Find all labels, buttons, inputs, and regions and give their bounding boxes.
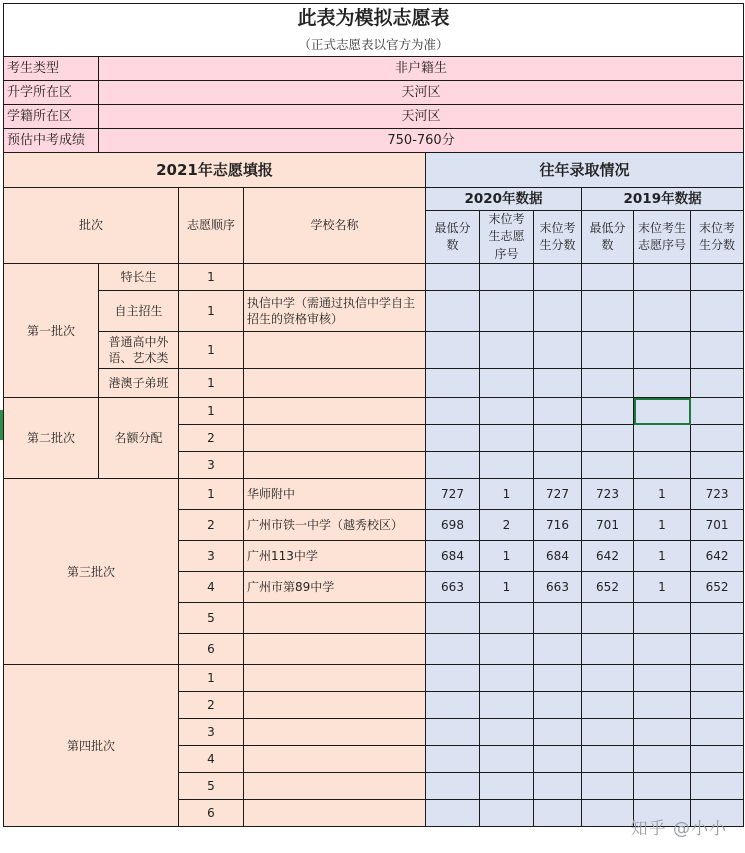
data-cell[interactable] [480,692,534,719]
order-cell: 6 [179,634,244,665]
data-cell[interactable] [634,665,691,692]
info-label: 预估中考成绩 [4,129,99,153]
order-cell: 1 [179,264,244,291]
data-cell[interactable] [691,452,744,479]
min-score-2019[interactable]: 652 [582,572,634,603]
school-cell[interactable] [244,773,426,800]
last-rank-2020[interactable]: 2 [480,510,534,541]
last-rank-2020[interactable]: 1 [480,572,534,603]
school-cell[interactable]: 广州市第89中学 [244,572,426,603]
school-cell[interactable] [244,665,426,692]
sub-batch-label: 普通高中外语、艺术类 [99,332,179,369]
col-last-rank: 末位考生志愿序号 [480,211,534,264]
data-cell[interactable] [534,369,582,398]
order-cell: 6 [179,800,244,827]
data-cell[interactable] [582,369,634,398]
school-cell[interactable] [244,603,426,634]
data-cell[interactable] [582,603,634,634]
min-score-2019[interactable]: 642 [582,541,634,572]
order-cell: 1 [179,369,244,398]
data-cell[interactable] [582,773,634,800]
data-cell[interactable] [480,719,534,746]
batch-third: 第三批次 [4,479,179,665]
data-cell[interactable] [426,452,480,479]
data-cell[interactable] [634,425,691,452]
school-cell[interactable] [244,369,426,398]
last-score-2020[interactable]: 716 [534,510,582,541]
data-cell[interactable] [582,800,634,827]
data-cell[interactable] [534,398,582,425]
data-cell[interactable] [480,603,534,634]
min-score-2020[interactable]: 684 [426,541,480,572]
min-score-2020[interactable]: 663 [426,572,480,603]
school-cell[interactable] [244,332,426,369]
data-cell[interactable] [582,719,634,746]
data-cell[interactable] [426,603,480,634]
col-last-score: 末位考生分数 [691,211,744,264]
data-cell[interactable] [480,264,534,291]
order-cell: 2 [179,425,244,452]
data-cell[interactable] [691,425,744,452]
min-score-2020[interactable]: 727 [426,479,480,510]
order-cell: 3 [179,541,244,572]
school-cell[interactable] [244,719,426,746]
data-cell[interactable] [582,692,634,719]
col-last-rank: 末位考生志愿序号 [634,211,691,264]
school-cell[interactable]: 广州市铁一中学（越秀校区） [244,510,426,541]
info-value[interactable]: 非户籍生 [99,57,744,81]
data-cell[interactable] [426,369,480,398]
data-cell[interactable] [691,332,744,369]
right-section-header: 往年录取情况 [426,153,744,188]
data-cell[interactable] [634,746,691,773]
sub-batch-label: 港澳子弟班 [99,369,179,398]
order-cell: 5 [179,603,244,634]
data-cell[interactable] [426,264,480,291]
data-cell[interactable] [691,773,744,800]
data-cell[interactable] [426,692,480,719]
data-cell[interactable] [480,291,534,332]
order-cell: 1 [179,479,244,510]
data-cell[interactable] [534,603,582,634]
page-subtitle: （正式志愿表以官方为准） [4,34,744,57]
col-min-score: 最低分数 [426,211,480,264]
data-cell[interactable] [691,398,744,425]
data-cell[interactable] [534,634,582,665]
data-cell[interactable] [634,719,691,746]
school-cell[interactable]: 执信中学（需通过执信中学自主招生的资格审核） [244,291,426,332]
last-score-2019[interactable]: 652 [691,572,744,603]
school-cell[interactable] [244,800,426,827]
data-cell[interactable] [691,665,744,692]
col-batch-header: 批次 [4,188,179,264]
data-cell[interactable] [691,634,744,665]
last-score-2019[interactable]: 701 [691,510,744,541]
data-cell[interactable] [582,398,634,425]
order-cell: 4 [179,746,244,773]
data-cell[interactable] [582,332,634,369]
data-cell[interactable] [534,291,582,332]
data-cell[interactable] [534,800,582,827]
data-cell[interactable] [426,800,480,827]
data-cell[interactable] [534,264,582,291]
data-cell[interactable] [691,603,744,634]
data-cell[interactable] [582,452,634,479]
data-cell[interactable] [634,332,691,369]
data-cell[interactable] [426,719,480,746]
min-score-2019[interactable]: 701 [582,510,634,541]
data-cell[interactable] [534,746,582,773]
data-cell[interactable] [480,452,534,479]
data-cell[interactable] [582,665,634,692]
order-cell: 1 [179,665,244,692]
school-cell[interactable] [244,425,426,452]
data-cell[interactable] [634,291,691,332]
data-cell[interactable] [634,369,691,398]
data-cell[interactable] [426,425,480,452]
batch-second: 第二批次 [4,398,99,479]
school-cell[interactable]: 华师附中 [244,479,426,510]
min-score-2020[interactable]: 698 [426,510,480,541]
school-cell[interactable] [244,398,426,425]
data-cell[interactable] [691,692,744,719]
data-cell[interactable] [426,332,480,369]
info-label: 学籍所在区 [4,105,99,129]
col-order-header: 志愿顺序 [179,188,244,264]
last-score-2019[interactable]: 723 [691,479,744,510]
data-cell[interactable] [582,634,634,665]
col-min-score: 最低分数 [582,211,634,264]
last-score-2019[interactable]: 642 [691,541,744,572]
left-section-header: 2021年志愿填报 [4,153,426,188]
order-cell: 5 [179,773,244,800]
col-school-header: 学校名称 [244,188,426,264]
order-cell: 1 [179,291,244,332]
school-cell[interactable] [244,264,426,291]
data-cell[interactable] [691,369,744,398]
data-cell[interactable] [582,264,634,291]
school-cell[interactable] [244,452,426,479]
info-value[interactable]: 天河区 [99,81,744,105]
order-cell: 1 [179,398,244,425]
batch-first: 第一批次 [4,264,99,398]
school-cell[interactable]: 广州113中学 [244,541,426,572]
last-score-2020[interactable]: 727 [534,479,582,510]
selected-cell[interactable] [634,398,691,425]
sub-batch-label: 自主招生 [99,291,179,332]
data-cell[interactable] [691,291,744,332]
data-cell[interactable] [534,665,582,692]
order-cell: 3 [179,452,244,479]
data-cell[interactable] [691,719,744,746]
data-cell[interactable] [480,634,534,665]
school-cell[interactable] [244,692,426,719]
data-cell[interactable] [426,291,480,332]
data-cell[interactable] [634,692,691,719]
info-value[interactable]: 750-760分 [99,129,744,153]
data-cell[interactable] [426,746,480,773]
last-rank-2019[interactable]: 1 [634,572,691,603]
last-rank-2019[interactable]: 1 [634,541,691,572]
order-cell: 2 [179,510,244,541]
data-cell[interactable] [480,332,534,369]
application-form-sheet [3,3,743,827]
school-cell[interactable] [244,634,426,665]
data-cell[interactable] [534,719,582,746]
year-2020-header: 2020年数据 [426,188,582,211]
school-cell[interactable] [244,746,426,773]
batch-fourth: 第四批次 [4,665,179,827]
data-cell[interactable] [426,665,480,692]
data-cell[interactable] [480,425,534,452]
year-2019-header: 2019年数据 [582,188,744,211]
info-value[interactable]: 天河区 [99,105,744,129]
last-score-2020[interactable]: 663 [534,572,582,603]
data-cell[interactable] [634,634,691,665]
data-cell[interactable] [480,800,534,827]
watermark: 知乎 @小小 [630,819,727,839]
data-cell[interactable] [534,452,582,479]
order-cell: 4 [179,572,244,603]
order-cell: 2 [179,692,244,719]
data-cell[interactable] [582,291,634,332]
last-rank-2020[interactable]: 1 [480,479,534,510]
data-cell[interactable] [534,692,582,719]
data-cell[interactable] [534,425,582,452]
data-cell[interactable] [634,452,691,479]
last-rank-2019[interactable]: 1 [634,510,691,541]
min-score-2019[interactable]: 723 [582,479,634,510]
data-cell[interactable] [480,746,534,773]
sub-batch-label: 名额分配 [99,398,179,479]
last-rank-2020[interactable]: 1 [480,541,534,572]
order-cell: 1 [179,332,244,369]
data-cell[interactable] [534,332,582,369]
data-cell[interactable] [426,773,480,800]
data-cell[interactable] [480,398,534,425]
data-cell[interactable] [582,746,634,773]
data-cell[interactable] [634,264,691,291]
info-label: 考生类型 [4,57,99,81]
data-cell[interactable] [480,665,534,692]
data-cell[interactable] [634,773,691,800]
data-cell[interactable] [480,773,534,800]
info-label: 升学所在区 [4,81,99,105]
page-title: 此表为模拟志愿表 [4,4,744,35]
sub-batch-label: 特长生 [99,264,179,291]
data-cell[interactable] [691,746,744,773]
data-cell[interactable] [634,603,691,634]
last-score-2020[interactable]: 684 [534,541,582,572]
data-cell[interactable] [582,425,634,452]
last-rank-2019[interactable]: 1 [634,479,691,510]
col-last-score: 末位考生分数 [534,211,582,264]
data-cell[interactable] [426,398,480,425]
order-cell: 3 [179,719,244,746]
data-cell[interactable] [691,264,744,291]
data-cell[interactable] [480,369,534,398]
data-cell[interactable] [426,634,480,665]
data-cell[interactable] [534,773,582,800]
volunteer-table [3,3,744,827]
